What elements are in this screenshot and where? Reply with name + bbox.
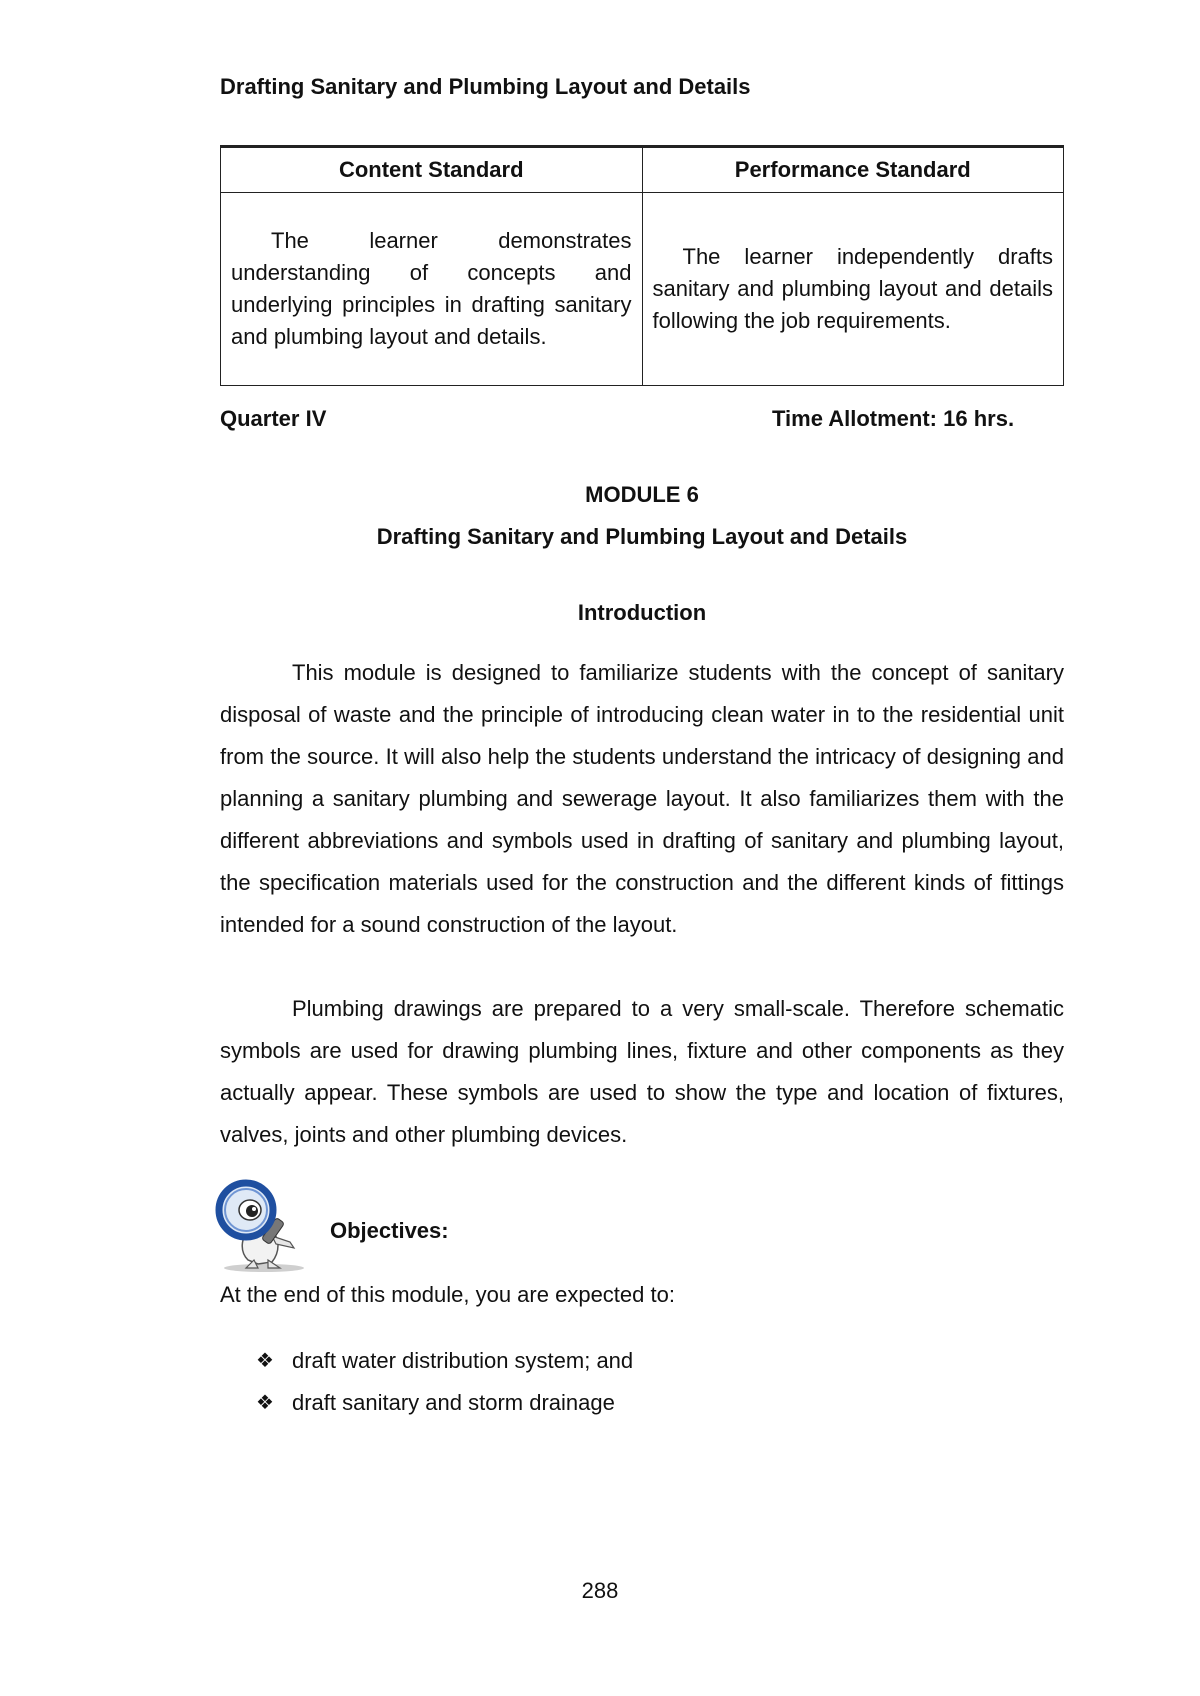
running-title: Drafting Sanitary and Plumbing Layout and Details [220,74,751,99]
objective-text: draft sanitary and storm drainage [292,1390,615,1415]
page-number: 288 [581,1578,619,1603]
introduction-paragraph-1 [220,652,1064,946]
table-header-row [221,147,1064,193]
objectives-heading: Objectives: [330,1218,449,1243]
paragraph-text: Plumbing drawings are prepared to a very small-scale. Therefore schematic symbols are used for drawing plumbing lines, fixture and other components as they actually appear. These symbols are used to show the type and location of fixtures, valves, joints and other plumbing devices. [220,996,1064,1147]
diamond-bullet-icon: ❖ [256,1350,274,1372]
standards-table [220,145,1064,386]
quarter-label: Quarter IV [220,406,327,431]
list-item [256,1340,633,1382]
performance-standard-header: Performance Standard [642,147,1064,193]
introduction-heading: Introduction [577,600,707,625]
magnifier-mascot-icon [210,1178,318,1274]
objectives-list [256,1340,633,1424]
module-number: MODULE 6 [585,482,699,507]
list-item [256,1382,633,1424]
diamond-bullet-icon: ❖ [256,1392,274,1414]
content-standard-header: Content Standard [221,147,643,193]
objective-text: draft water distribution system; and [292,1348,634,1373]
module-title: Drafting Sanitary and Plumbing Layout and Details [376,524,908,549]
content-standard-cell: The learner demonstrates understanding of concepts and underlying principles in drafting sanitary and plumbing layout and details. [221,193,643,386]
time-allotment: Time Allotment: 16 hrs. [772,406,1015,431]
objectives-intro: At the end of this module, you are expected to: [220,1282,675,1307]
performance-standard-cell: The learner independently drafts sanitary and plumbing layout and details following the job requirements. [642,193,1064,386]
introduction-paragraph-2 [220,988,1064,1156]
paragraph-text: This module is designed to familiarize students with the concept of sanitary disposal of waste and the principle of introducing clean water in to the residential unit from the source. It will also help the students understand the intricacy of designing and planning a sanitary plumbing and sewerage layout. It also familiarizes them with the different abbreviations and symbols used in drafting of sanitary and plumbing layout, the specification materials used for the construction and the different kinds of fittings intended for a sound construction of the layout. [220,660,1064,937]
table-row [221,193,1064,386]
